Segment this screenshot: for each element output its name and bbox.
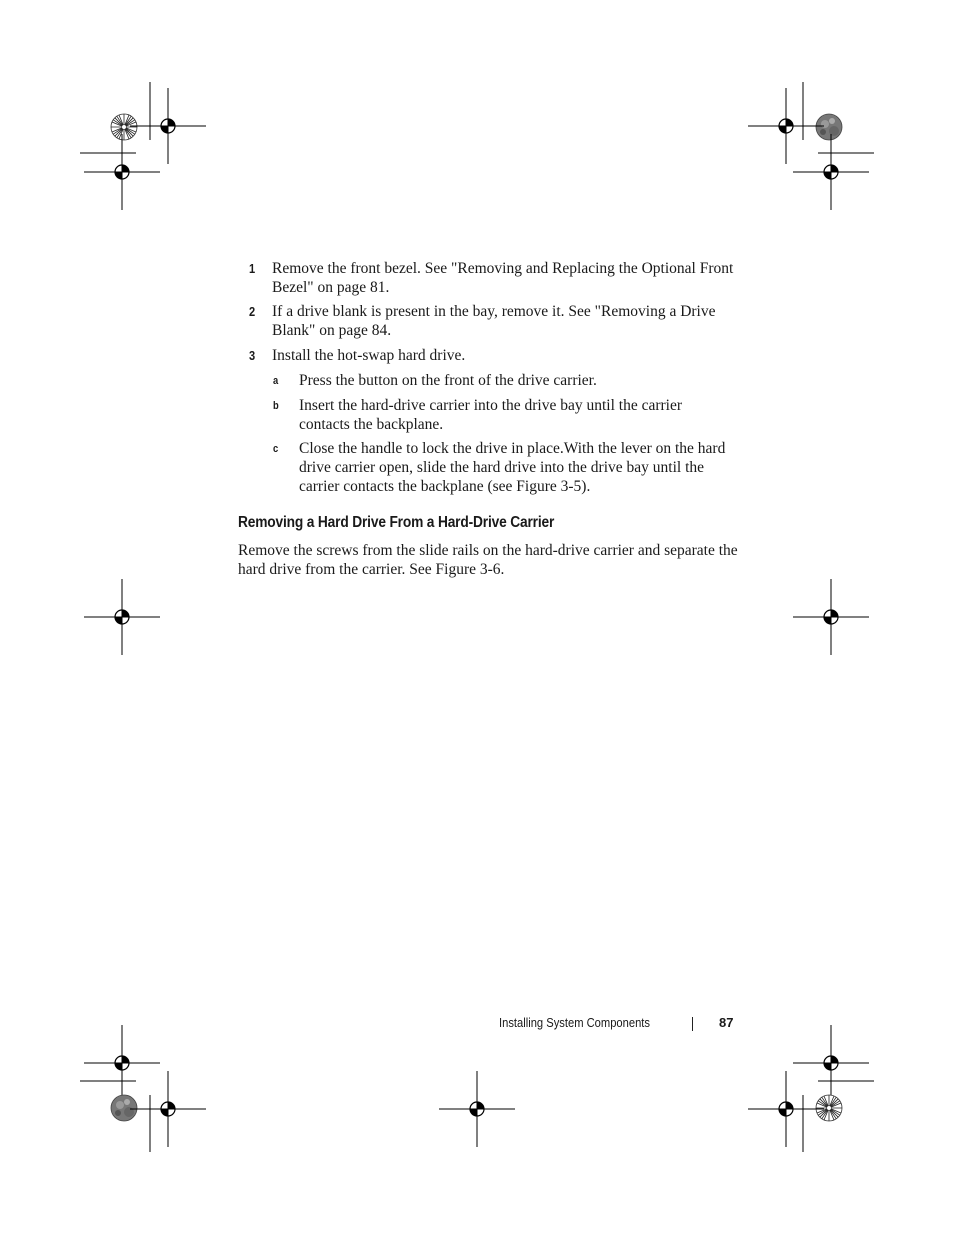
footer-chapter-title: Installing System Components [499, 1015, 651, 1030]
section-heading: Removing a Hard Drive From a Hard-Drive Carrier [238, 514, 555, 531]
substep-letter: a [273, 375, 279, 387]
footer-divider [692, 1017, 693, 1031]
page-number: 87 [719, 1015, 734, 1030]
substep-letter: c [273, 443, 279, 455]
substep-letter: b [273, 400, 279, 412]
step-text: Remove the front bezel. See "Removing and Replacing the Optional Front Bezel" on page 81. [272, 260, 734, 296]
step-number: 3 [249, 348, 256, 363]
substep-text: Close the handle to lock the drive in place.With the lever on the hard drive carrier open, slide the hard drive into the drive bay until the carrier contacts the backplane (see Figure 3-5). [299, 440, 726, 495]
section-body: Remove the screws from the slide rails on the hard-drive carrier and separate the hard drive from the carrier. See Figure 3-6. [238, 542, 738, 578]
substep-text: Press the button on the front of the drive carrier. [299, 372, 597, 389]
step-text: Install the hot-swap hard drive. [272, 347, 466, 364]
step-text: If a drive blank is present in the bay, remove it. See "Removing a Drive Blank" on page 84. [272, 303, 716, 339]
substep-text: Insert the hard-drive carrier into the drive bay until the carrier contacts the backplane. [299, 397, 683, 433]
step-number: 2 [249, 304, 256, 319]
step-number: 1 [249, 261, 256, 276]
